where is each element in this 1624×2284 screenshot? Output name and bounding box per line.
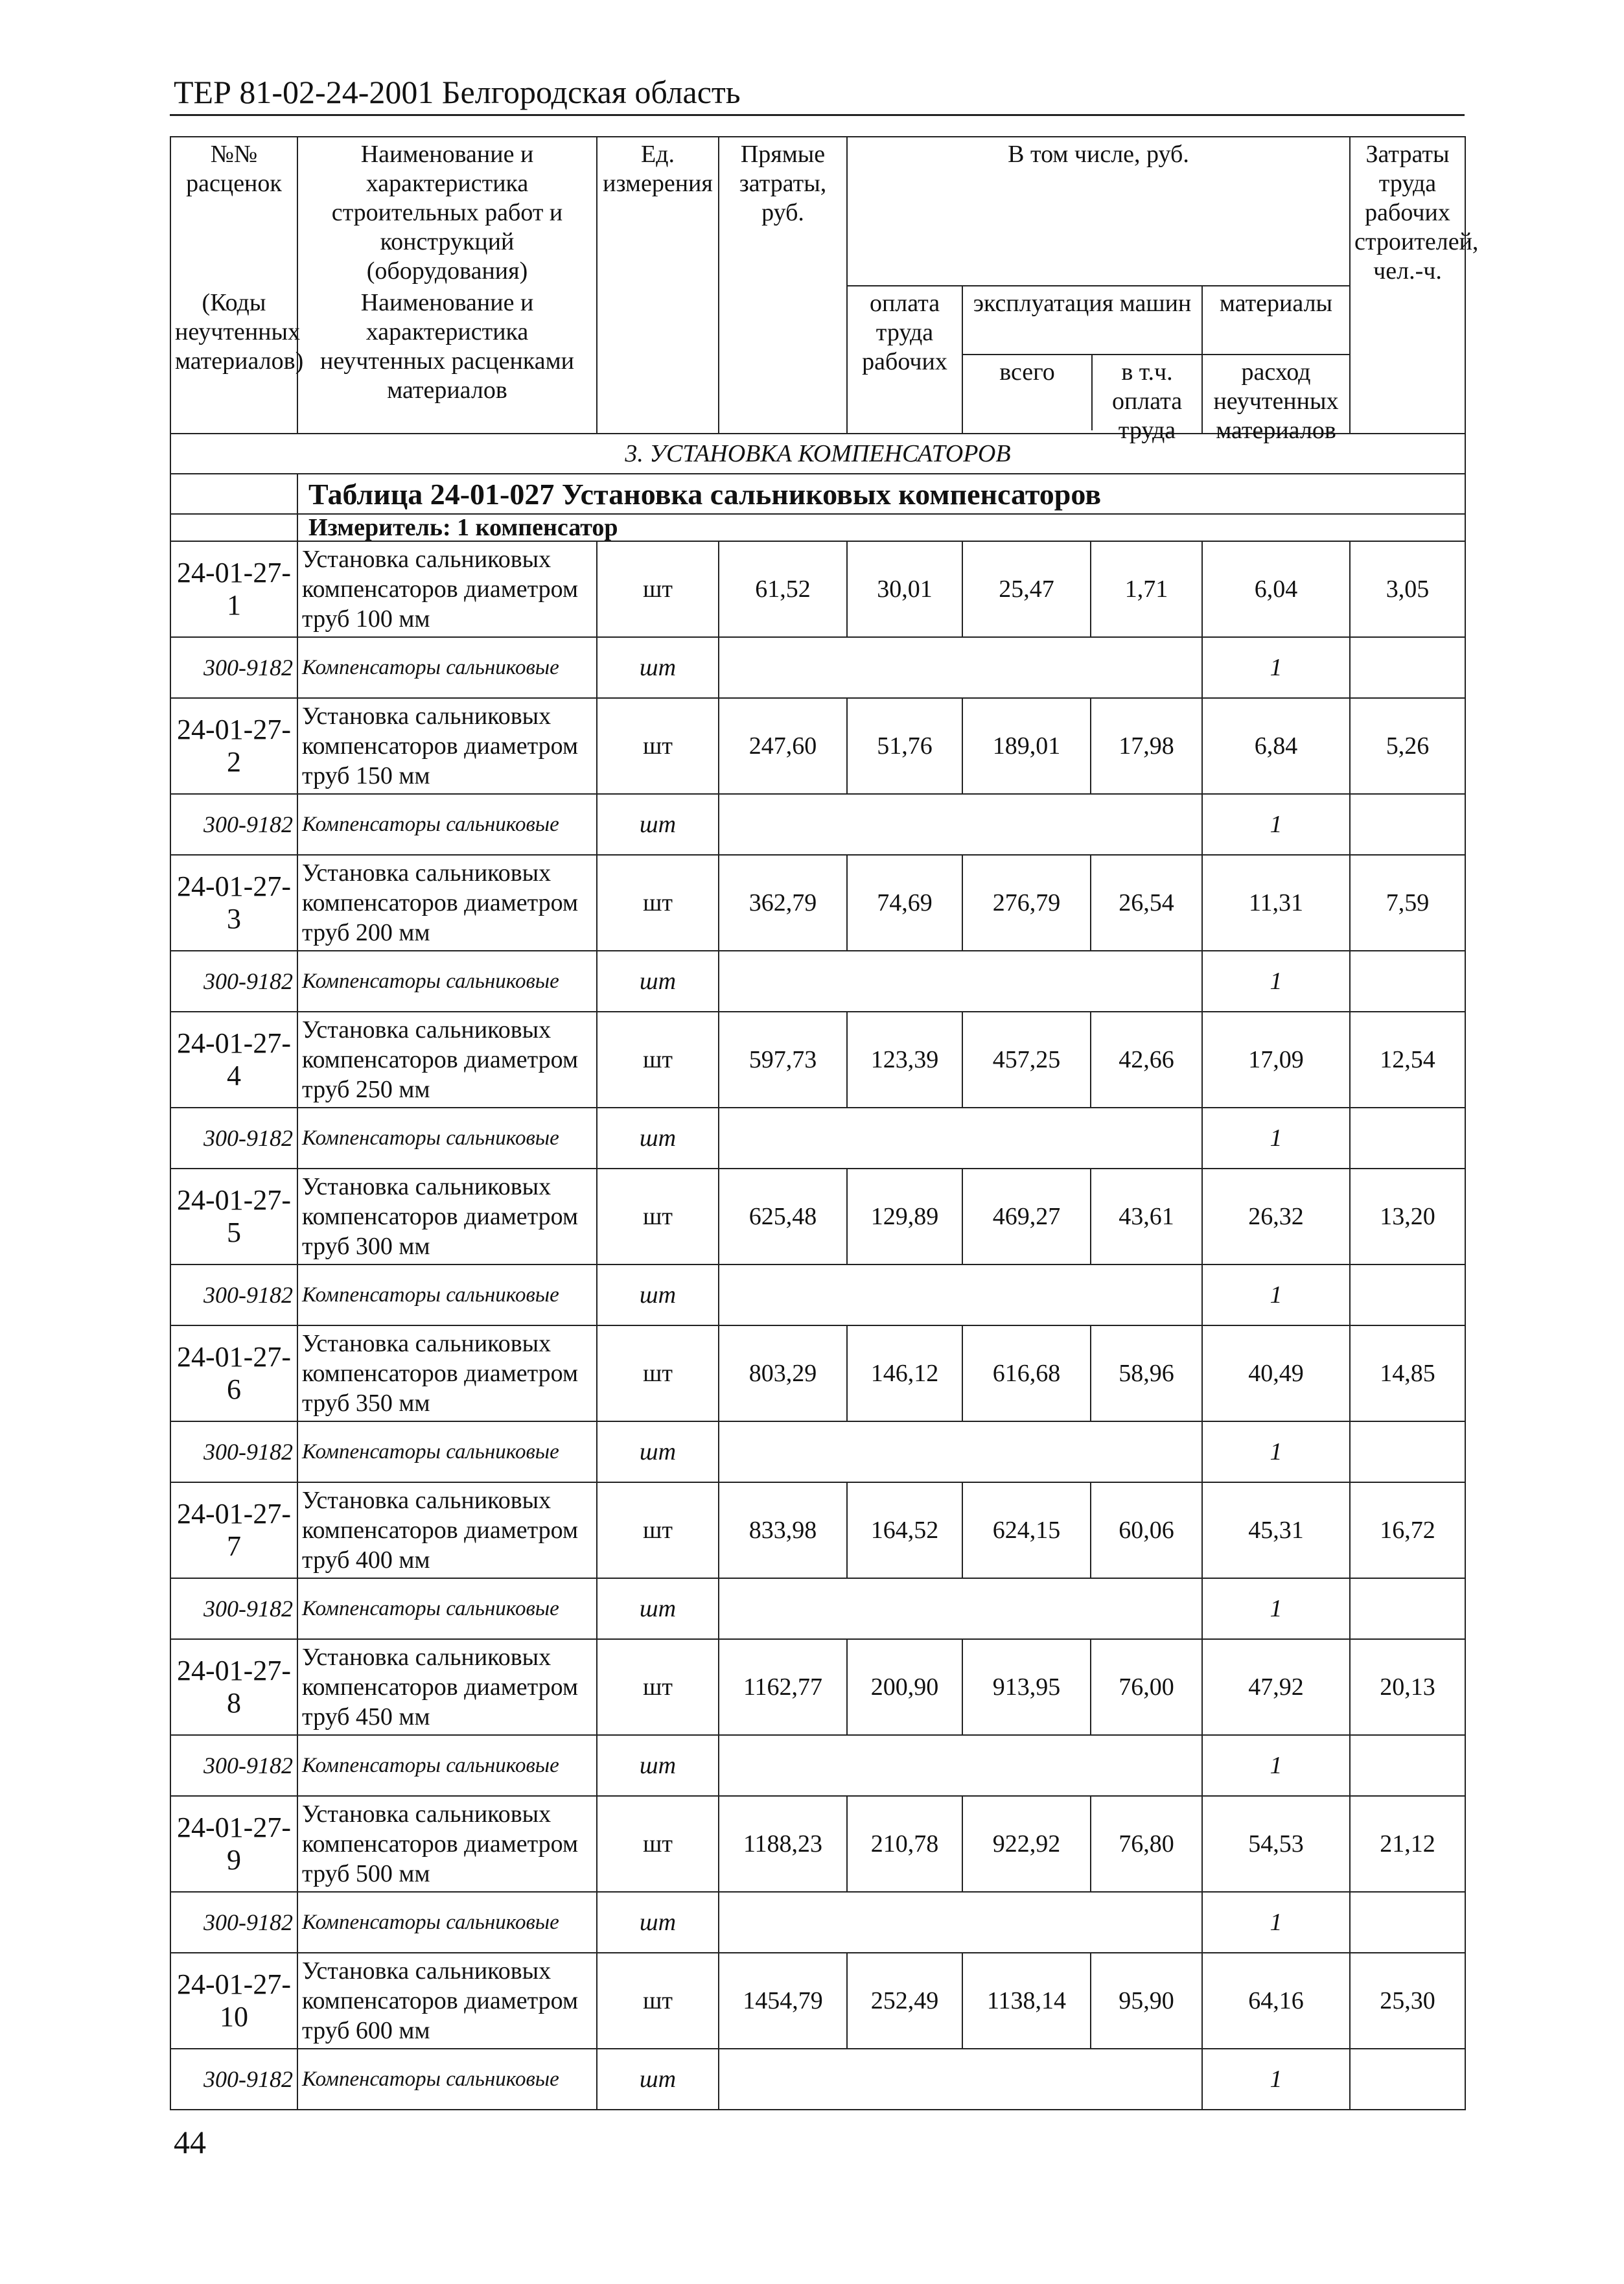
rate-machines-labor: 95,90 bbox=[1091, 1953, 1202, 2049]
material-code: 300-9182 bbox=[170, 1735, 297, 1796]
section-title: 3. УСТАНОВКА КОМПЕНСАТОРОВ bbox=[170, 434, 1465, 474]
material-unit: шт bbox=[597, 1108, 719, 1169]
rate-name: Установка сальниковых компенсаторов диаметром труб 400 мм bbox=[297, 1482, 597, 1578]
rate-materials: 40,49 bbox=[1202, 1325, 1350, 1421]
material-hours-empty bbox=[1350, 637, 1465, 698]
rate-name: Установка сальниковых компенсаторов диаметром труб 300 мм bbox=[297, 1169, 597, 1264]
rate-labor-pay: 146,12 bbox=[847, 1325, 962, 1421]
col-code-subheader: (Коды неучтенных материалов) bbox=[170, 286, 297, 434]
table-row bbox=[170, 698, 1465, 794]
rate-materials: 45,31 bbox=[1202, 1482, 1350, 1578]
rate-labor-pay: 123,39 bbox=[847, 1012, 962, 1108]
material-empty bbox=[719, 637, 1202, 698]
col-machines-group bbox=[962, 286, 1202, 444]
rate-name: Установка сальниковых компенсаторов диаметром труб 350 мм bbox=[297, 1325, 597, 1421]
material-empty bbox=[719, 2049, 1202, 2110]
table-row bbox=[170, 1169, 1465, 1264]
rate-machines-total: 469,27 bbox=[962, 1169, 1091, 1264]
rate-unit: шт bbox=[597, 698, 719, 794]
rate-machines-labor: 1,71 bbox=[1091, 541, 1202, 637]
material-row bbox=[170, 1264, 1465, 1325]
rate-machines-total: 189,01 bbox=[962, 698, 1091, 794]
rate-labor-pay: 252,49 bbox=[847, 1953, 962, 2049]
rate-code: 24-01-27-7 bbox=[170, 1482, 297, 1578]
col-machines-header: эксплуатация машин bbox=[963, 286, 1201, 355]
material-hours-empty bbox=[1350, 951, 1465, 1012]
material-name: Компенсаторы сальниковые bbox=[297, 1108, 597, 1169]
rate-unit: шт bbox=[597, 1796, 719, 1892]
material-row bbox=[170, 1578, 1465, 1639]
rate-unit: шт bbox=[597, 1482, 719, 1578]
material-name: Компенсаторы сальниковые bbox=[297, 1735, 597, 1796]
rate-unit: шт bbox=[597, 1169, 719, 1264]
rate-code: 24-01-27-5 bbox=[170, 1169, 297, 1264]
material-empty bbox=[719, 1578, 1202, 1639]
rate-machines-total: 922,92 bbox=[962, 1796, 1091, 1892]
header-rule bbox=[170, 114, 1465, 116]
rate-labor-pay: 164,52 bbox=[847, 1482, 962, 1578]
col-name-header: Наименование и характеристика строительных работ и конструкций (оборудования) bbox=[297, 137, 597, 286]
page-header-title: ТЕР 81-02-24-2001 Белгородская область bbox=[174, 74, 741, 110]
material-name: Компенсаторы сальниковые bbox=[297, 951, 597, 1012]
rate-materials: 6,84 bbox=[1202, 698, 1350, 794]
rate-code: 24-01-27-8 bbox=[170, 1639, 297, 1735]
rate-materials: 54,53 bbox=[1202, 1796, 1350, 1892]
rate-code: 24-01-27-9 bbox=[170, 1796, 297, 1892]
material-name: Компенсаторы сальниковые bbox=[297, 1264, 597, 1325]
col-name-subheader: Наименование и характеристика неучтенных расценками материалов bbox=[297, 286, 597, 434]
rate-materials: 47,92 bbox=[1202, 1639, 1350, 1735]
table-title: Таблица 24-01-027 Установка сальниковых компенсаторов bbox=[297, 474, 1465, 514]
rate-labor-hours: 5,26 bbox=[1350, 698, 1465, 794]
material-code: 300-9182 bbox=[170, 2049, 297, 2110]
rate-name: Установка сальниковых компенсаторов диаметром труб 500 мм bbox=[297, 1796, 597, 1892]
rate-machines-total: 457,25 bbox=[962, 1012, 1091, 1108]
material-qty: 1 bbox=[1202, 1892, 1350, 1953]
table-row bbox=[170, 1482, 1465, 1578]
rate-code: 24-01-27-6 bbox=[170, 1325, 297, 1421]
table-row bbox=[170, 855, 1465, 951]
col-unit-header: Ед. измерения bbox=[597, 137, 719, 434]
col-labor-header: оплата труда рабочих bbox=[847, 286, 962, 434]
rate-direct-cost: 61,52 bbox=[719, 541, 847, 637]
rate-machines-total: 276,79 bbox=[962, 855, 1091, 951]
rate-unit: шт bbox=[597, 1953, 719, 2049]
rate-labor-pay: 51,76 bbox=[847, 698, 962, 794]
rate-unit: шт bbox=[597, 541, 719, 637]
material-hours-empty bbox=[1350, 1892, 1465, 1953]
material-unit: шт bbox=[597, 637, 719, 698]
rate-code: 24-01-27-1 bbox=[170, 541, 297, 637]
table-title-spacer bbox=[170, 474, 297, 514]
header-row-top bbox=[170, 137, 1465, 286]
material-row bbox=[170, 637, 1465, 698]
rate-direct-cost: 625,48 bbox=[719, 1169, 847, 1264]
rate-code: 24-01-27-4 bbox=[170, 1012, 297, 1108]
rate-machines-total: 624,15 bbox=[962, 1482, 1091, 1578]
material-qty: 1 bbox=[1202, 1578, 1350, 1639]
rate-labor-pay: 30,01 bbox=[847, 541, 962, 637]
material-hours-empty bbox=[1350, 1421, 1465, 1482]
material-code: 300-9182 bbox=[170, 637, 297, 698]
material-empty bbox=[719, 1108, 1202, 1169]
table-row bbox=[170, 1325, 1465, 1421]
rate-machines-total: 1138,14 bbox=[962, 1953, 1091, 2049]
material-qty: 1 bbox=[1202, 1264, 1350, 1325]
table-row bbox=[170, 1953, 1465, 2049]
rate-unit: шт bbox=[597, 1325, 719, 1421]
material-empty bbox=[719, 1735, 1202, 1796]
rate-direct-cost: 597,73 bbox=[719, 1012, 847, 1108]
material-hours-empty bbox=[1350, 2049, 1465, 2110]
table-row bbox=[170, 541, 1465, 637]
table-title-row bbox=[170, 474, 1465, 514]
material-name: Компенсаторы сальниковые bbox=[297, 637, 597, 698]
rate-materials: 26,32 bbox=[1202, 1169, 1350, 1264]
rate-labor-hours: 13,20 bbox=[1350, 1169, 1465, 1264]
material-empty bbox=[719, 1421, 1202, 1482]
table-row bbox=[170, 1796, 1465, 1892]
rate-name: Установка сальниковых компенсаторов диаметром труб 150 мм bbox=[297, 698, 597, 794]
rate-direct-cost: 833,98 bbox=[719, 1482, 847, 1578]
rate-materials: 11,31 bbox=[1202, 855, 1350, 951]
material-code: 300-9182 bbox=[170, 1264, 297, 1325]
material-code: 300-9182 bbox=[170, 1578, 297, 1639]
table-row bbox=[170, 1012, 1465, 1108]
rate-machines-labor: 60,06 bbox=[1091, 1482, 1202, 1578]
material-empty bbox=[719, 951, 1202, 1012]
col-code-header: №№ расценок bbox=[170, 137, 297, 286]
material-qty: 1 bbox=[1202, 1735, 1350, 1796]
material-unit: шт bbox=[597, 2049, 719, 2110]
col-hours-header: Затраты труда рабочих строителей, чел.-ч. bbox=[1350, 137, 1465, 434]
material-unit: шт bbox=[597, 1578, 719, 1639]
material-code: 300-9182 bbox=[170, 1108, 297, 1169]
material-row bbox=[170, 1892, 1465, 1953]
material-unit: шт bbox=[597, 1735, 719, 1796]
material-code: 300-9182 bbox=[170, 1892, 297, 1953]
rate-direct-cost: 1454,79 bbox=[719, 1953, 847, 2049]
material-qty: 1 bbox=[1202, 2049, 1350, 2110]
col-materials-group bbox=[1202, 286, 1350, 444]
rates-table-body bbox=[170, 137, 1479, 2110]
material-row bbox=[170, 2049, 1465, 2110]
material-qty: 1 bbox=[1202, 1108, 1350, 1169]
material-row bbox=[170, 1108, 1465, 1169]
material-unit: шт bbox=[597, 1421, 719, 1482]
material-empty bbox=[719, 1264, 1202, 1325]
rate-code: 24-01-27-3 bbox=[170, 855, 297, 951]
rate-code: 24-01-27-2 bbox=[170, 698, 297, 794]
rate-direct-cost: 1188,23 bbox=[719, 1796, 847, 1892]
rate-name: Установка сальниковых компенсаторов диаметром труб 100 мм bbox=[297, 541, 597, 637]
material-hours-empty bbox=[1350, 1578, 1465, 1639]
meter-row bbox=[170, 514, 1465, 541]
material-empty bbox=[719, 794, 1202, 855]
col-direct-header: Прямые затраты, руб. bbox=[719, 137, 847, 434]
rate-machines-labor: 43,61 bbox=[1091, 1169, 1202, 1264]
rate-machines-labor: 42,66 bbox=[1091, 1012, 1202, 1108]
rate-materials: 6,04 bbox=[1202, 541, 1350, 637]
rate-name: Установка сальниковых компенсаторов диаметром труб 450 мм bbox=[297, 1639, 597, 1735]
rate-unit: шт bbox=[597, 1012, 719, 1108]
rate-machines-labor: 76,00 bbox=[1091, 1639, 1202, 1735]
rate-machines-labor: 17,98 bbox=[1091, 698, 1202, 794]
material-code: 300-9182 bbox=[170, 951, 297, 1012]
rate-labor-hours: 21,12 bbox=[1350, 1796, 1465, 1892]
material-name: Компенсаторы сальниковые bbox=[297, 1578, 597, 1639]
rate-machines-labor: 76,80 bbox=[1091, 1796, 1202, 1892]
material-unit: шт bbox=[597, 1892, 719, 1953]
table-row bbox=[170, 1639, 1465, 1735]
rate-code: 24-01-27-10 bbox=[170, 1953, 297, 2049]
material-hours-empty bbox=[1350, 1264, 1465, 1325]
material-name: Компенсаторы сальниковые bbox=[297, 794, 597, 855]
material-unit: шт bbox=[597, 1264, 719, 1325]
rates-table bbox=[170, 136, 1479, 2110]
material-qty: 1 bbox=[1202, 1421, 1350, 1482]
material-row bbox=[170, 951, 1465, 1012]
material-code: 300-9182 bbox=[170, 794, 297, 855]
col-machines-total-header: всего bbox=[963, 355, 1093, 430]
material-name: Компенсаторы сальниковые bbox=[297, 1421, 597, 1482]
rate-labor-hours: 20,13 bbox=[1350, 1639, 1465, 1735]
col-including-header: В том числе, руб. bbox=[847, 137, 1350, 286]
material-unit: шт bbox=[597, 794, 719, 855]
material-qty: 1 bbox=[1202, 951, 1350, 1012]
rate-unit: шт bbox=[597, 1639, 719, 1735]
rate-labor-hours: 25,30 bbox=[1350, 1953, 1465, 2049]
material-row bbox=[170, 1735, 1465, 1796]
rate-machines-labor: 26,54 bbox=[1091, 855, 1202, 951]
rate-machines-total: 913,95 bbox=[962, 1639, 1091, 1735]
col-machines-labor-header: в т.ч. оплата труда bbox=[1111, 358, 1183, 444]
rate-name: Установка сальниковых компенсаторов диаметром труб 200 мм bbox=[297, 855, 597, 951]
rate-materials: 17,09 bbox=[1202, 1012, 1350, 1108]
material-row bbox=[170, 794, 1465, 855]
rate-labor-hours: 12,54 bbox=[1350, 1012, 1465, 1108]
rate-labor-hours: 7,59 bbox=[1350, 855, 1465, 951]
page-number: 44 bbox=[174, 2124, 206, 2160]
material-qty: 1 bbox=[1202, 637, 1350, 698]
material-hours-empty bbox=[1350, 1108, 1465, 1169]
col-materials-header: материалы bbox=[1203, 286, 1349, 355]
rate-direct-cost: 247,60 bbox=[719, 698, 847, 794]
rate-labor-pay: 210,78 bbox=[847, 1796, 962, 1892]
rate-labor-pay: 129,89 bbox=[847, 1169, 962, 1264]
rate-materials: 64,16 bbox=[1202, 1953, 1350, 2049]
rate-labor-pay: 200,90 bbox=[847, 1639, 962, 1735]
rate-labor-hours: 3,05 bbox=[1350, 541, 1465, 637]
rate-name: Установка сальниковых компенсаторов диаметром труб 250 мм bbox=[297, 1012, 597, 1108]
rate-name: Установка сальниковых компенсаторов диаметром труб 600 мм bbox=[297, 1953, 597, 2049]
meter-spacer bbox=[170, 514, 297, 541]
material-name: Компенсаторы сальниковые bbox=[297, 1892, 597, 1953]
material-qty: 1 bbox=[1202, 794, 1350, 855]
rate-labor-pay: 74,69 bbox=[847, 855, 962, 951]
material-name: Компенсаторы сальниковые bbox=[297, 2049, 597, 2110]
rate-direct-cost: 362,79 bbox=[719, 855, 847, 951]
material-hours-empty bbox=[1350, 1735, 1465, 1796]
meter-label: Измеритель: 1 компенсатор bbox=[297, 514, 1465, 541]
material-unit: шт bbox=[597, 951, 719, 1012]
material-hours-empty bbox=[1350, 794, 1465, 855]
rate-direct-cost: 803,29 bbox=[719, 1325, 847, 1421]
rate-direct-cost: 1162,77 bbox=[719, 1639, 847, 1735]
rate-labor-hours: 16,72 bbox=[1350, 1482, 1465, 1578]
rate-machines-total: 25,47 bbox=[962, 541, 1091, 637]
rate-machines-labor: 58,96 bbox=[1091, 1325, 1202, 1421]
rate-unit: шт bbox=[597, 855, 719, 951]
material-code: 300-9182 bbox=[170, 1421, 297, 1482]
rate-labor-hours: 14,85 bbox=[1350, 1325, 1465, 1421]
material-empty bbox=[719, 1892, 1202, 1953]
rate-machines-total: 616,68 bbox=[962, 1325, 1091, 1421]
material-row bbox=[170, 1421, 1465, 1482]
col-materials-subheader: расход неучтенных материалов bbox=[1213, 358, 1339, 444]
